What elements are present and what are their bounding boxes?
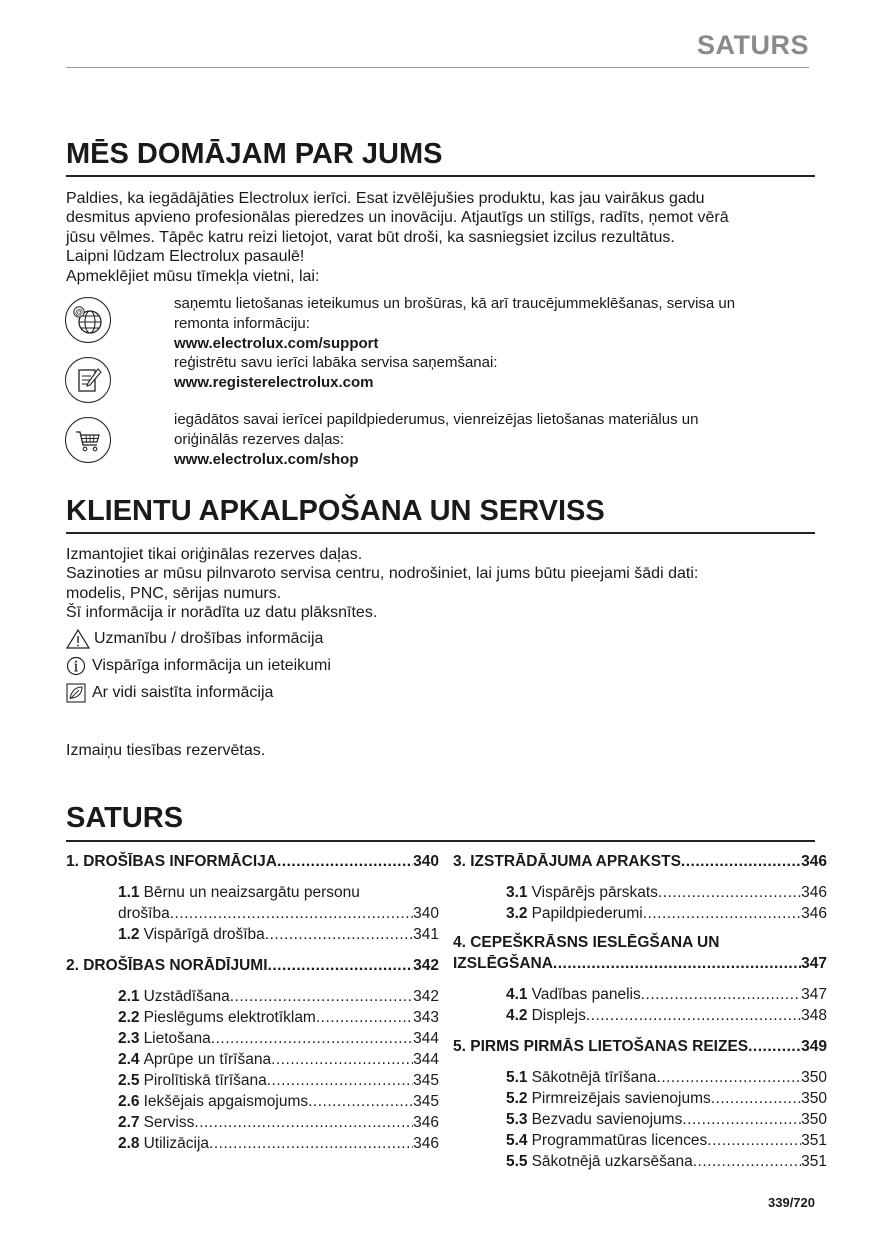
toc-item-entry[interactable]: 3.1 Vispārējs pārskats ..... 346 [506,882,827,903]
toc-item-entry-continuation[interactable]: drošība ..... 340 [118,903,439,924]
web-item-shop [174,410,814,469]
toc-item-entry[interactable]: 2.5 Pirolītiskā tīrīšana ..... 345 [118,1070,439,1091]
toc-item-entry[interactable]: 2.7 Serviss ..... 346 [118,1112,439,1133]
web-item-text: remonta informāciju: [174,314,310,332]
leaf-icon [66,683,88,703]
web-item-text: saņemtu lietošanas ieteikumus un brošūras, kā arī traucējummeklēšanas, servisa un [174,295,736,312]
support-link[interactable]: www.electrolux.com/support [174,334,379,352]
intro-paragraph [66,189,816,286]
web-item-text: oriģinālās rezerves daļas: [174,430,345,448]
toc-item-entry[interactable]: 2.4 Aprūpe un tīrīšana ..... 344 [118,1049,439,1070]
web-item-support [174,294,814,353]
toc-item-entry[interactable]: 5.4 Programmatūras licences ..... 351 [506,1130,827,1151]
notice-text: Vispārīga informācija un ieteikumi [92,657,331,674]
toc-section-entry[interactable]: 4. CEPEŠKRĀSNS IESLĒGŠANA UN [453,934,720,951]
register-document-icon [65,357,111,403]
svg-text:@: @ [75,308,83,317]
warning-triangle-icon [66,629,90,649]
toc-item-entry[interactable]: 2.8 Utilizācija ..... 346 [118,1133,439,1154]
section-heading-service: KLIENTU APKALPOŠANA UN SERVISS [66,495,605,527]
toc-section-entry[interactable]: 2. DROŠĪBAS NORĀDĪJUMI ..... 342 [66,955,439,976]
web-item-text: reģistrētu savu ierīci labāka servisa saņemšanai: [174,354,498,371]
paragraph-line: Sazinoties ar mūsu pilnvaroto servisa centru, nodrošiniet, lai jums būtu pieejami šādi dati: [66,565,699,583]
page-number: 339/720 [768,1195,815,1210]
notice-text: Ar vidi saistīta informācija [92,684,274,701]
toc-item-entry[interactable]: 5.2 Pirmreizējais savienojums ..... 350 [506,1088,827,1109]
section-divider [66,532,815,534]
register-link[interactable]: www.registerelectrolux.com [174,373,374,391]
section-divider [66,840,815,842]
toc-left-column [66,851,439,1154]
header-divider [66,67,809,68]
toc-item-entry[interactable]: 5.1 Sākotnējā tīrīšana ..... 350 [506,1067,827,1088]
service-paragraph [66,545,816,623]
web-item-register [174,353,814,393]
shop-link[interactable]: www.electrolux.com/shop [174,450,359,468]
toc-item-entry[interactable]: 4.2 Displejs ..... 348 [506,1005,827,1026]
web-item-text: iegādātos savai ierīcei papildpiederumus, vienreizējas lietošanas materiālus un [174,411,699,428]
toc-section-entry[interactable]: 3. IZSTRĀDĀJUMA APRAKSTS ..... 346 [453,851,827,872]
paragraph-line: Apmeklējiet mūsu tīmekļa vietni, lai: [66,267,320,285]
toc-right-column [453,851,827,1172]
page-header-title: SATURS [696,30,809,60]
toc-heading: SATURS [66,802,184,834]
toc-item-entry[interactable]: 2.6 Iekšējais apgaismojums ..... 345 [118,1091,439,1112]
toc-item-entry[interactable]: 2.1 Uzstādīšana ..... 342 [118,986,439,1007]
section-divider [66,175,815,177]
toc-section-entry[interactable]: 1. DROŠĪBAS INFORMĀCIJA ..... 340 [66,851,439,872]
paragraph-line: jūsu vēlmes. Tāpēc katru reizi lietojot, varat būt droši, ka sasniegsiet izcilus rezultātus. [66,228,675,246]
notice-info [66,656,331,676]
paragraph-line: Šī informācija ir norādīta uz datu plāksnītes. [66,604,378,622]
notice-warning [66,629,323,649]
paragraph-line: Izmantojiet tikai oriģinālas rezerves daļas. [66,546,363,563]
toc-item-entry[interactable]: 1.1 Bērnu un neaizsargātu personu [118,884,360,901]
toc-section-entry-continuation[interactable]: IZSLĒGŠANA ..... 347 [453,953,827,974]
toc-item-entry[interactable]: 2.3 Lietošana ..... 344 [118,1028,439,1049]
web-globe-icon [65,297,111,343]
toc-item-entry[interactable]: 1.2 Vispārīgā drošība ..... 341 [118,924,439,945]
shopping-cart-icon [65,417,111,463]
toc-section-entry[interactable]: 5. PIRMS PIRMĀS LIETOŠANAS REIZES ..... 349 [453,1036,827,1057]
toc-item-entry[interactable]: 3.2 Papildpiederumi ..... 346 [506,903,827,924]
toc-item-entry[interactable]: 4.1 Vadības panelis ..... 347 [506,984,827,1005]
info-icon [66,656,88,676]
paragraph-line: modelis, PNC, sērijas numurs. [66,584,282,602]
paragraph-line: Laipni lūdzam Electrolux pasaulē! [66,248,305,266]
notice-text: Uzmanību / drošības informācija [94,630,324,647]
toc-item-entry[interactable]: 2.2 Pieslēgums elektrotīklam ..... 343 [118,1007,439,1028]
notice-environment [66,683,273,703]
toc-item-entry[interactable]: 5.5 Sākotnējā uzkarsēšana ..... 351 [506,1151,827,1172]
toc-item-entry[interactable]: 5.3 Bezvadu savienojums ..... 350 [506,1109,827,1130]
paragraph-line: desmitus apvieno profesionālas pieredzes un inovāciju. Atjautīgs un stilīgs, radīts, ņemot vērā [66,209,729,227]
paragraph-line: Paldies, ka iegādājāties Electrolux ierīci. Esat izvēlējušies produktu, kas jau vairākus gadu [66,190,705,207]
rights-reserved-text: Izmaiņu tiesības rezervētas. [66,742,266,759]
section-heading-about: MĒS DOMĀJAM PAR JUMS [66,138,443,170]
